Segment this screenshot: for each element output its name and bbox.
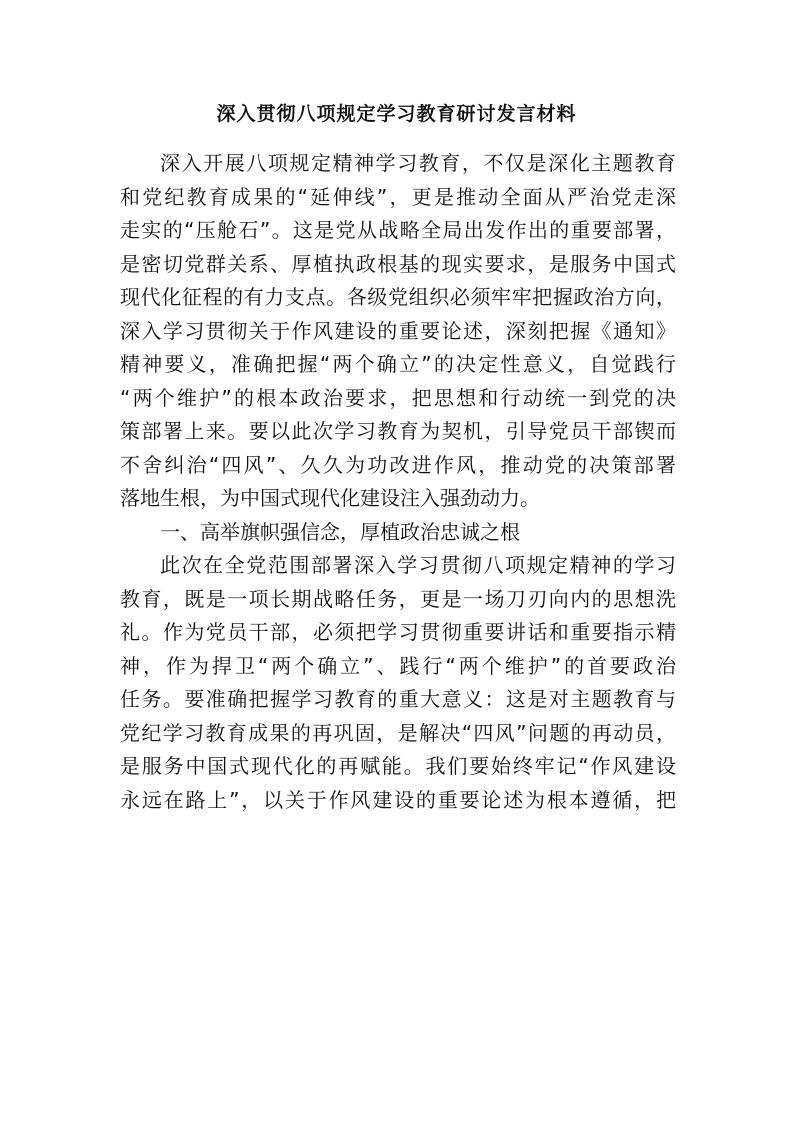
paragraph-line: 策部署上来。要以此次学习教育为契机，引导党员干部锲而: [120, 419, 676, 443]
paragraph-line: 现代化征程的有力支点。各级党组织必须牢牢把握政治方向，: [120, 285, 676, 309]
paragraph-line: 永远在路上”，以关于作风建设的重要论述为根本遵循，把: [120, 787, 676, 812]
document-body: [120, 147, 676, 817]
paragraph-line: 是密切党群关系、厚植执政根基的现实要求，是服务中国式: [120, 251, 676, 276]
paragraph-line: 神，作为捍卫“两个确立”、践行“两个维护”的首要政治: [120, 653, 676, 678]
paragraph-line: 深入开展八项规定精神学习教育，不仅是深化主题教育: [160, 151, 676, 175]
paragraph-line: 深入学习贯彻关于作风建设的重要论述，深刻把握《通知》: [120, 318, 676, 343]
paragraph-line: 落地生根，为中国式现代化建设注入强劲动力。: [120, 486, 540, 510]
section-heading: 一、高举旗帜强信念，厚植政治忠诚之根: [160, 519, 520, 544]
paragraph-line: 走实的“压舱石”。这是党从战略全局出发作出的重要部署，: [120, 218, 676, 242]
paragraph-line: 党纪学习教育成果的再巩固，是解决“四风”问题的再动员，: [120, 720, 676, 745]
paragraph-line: 教育，既是一项长期战略任务，更是一场刀刃向内的思想洗: [120, 586, 676, 611]
paragraph-line: 不舍纠治“四风”、久久为功改进作风，推动党的决策部署: [120, 452, 676, 477]
paragraph-line: 精神要义，准确把握“两个确立”的决定性意义，自觉践行: [120, 352, 676, 376]
paragraph-line: 礼。作为党员干部，必须把学习贯彻重要讲话和重要指示精: [120, 620, 676, 644]
paragraph-line: 任务。要准确把握学习教育的重大意义：这是对主题教育与: [120, 687, 676, 711]
paragraph-line: 此次在全党范围部署深入学习贯彻八项规定精神的学习: [160, 553, 676, 577]
document-title: 深入贯彻八项规定学习教育研讨发言材料: [216, 103, 577, 125]
paragraph-line: 和党纪教育成果的“延伸线”，更是推动全面从严治党走深: [120, 184, 676, 209]
paragraph-line: 是服务中国式现代化的再赋能。我们要始终牢记“作风建设: [120, 754, 676, 778]
paragraph-line: “两个维护”的根本政治要求，把思想和行动统一到党的决: [120, 385, 676, 410]
